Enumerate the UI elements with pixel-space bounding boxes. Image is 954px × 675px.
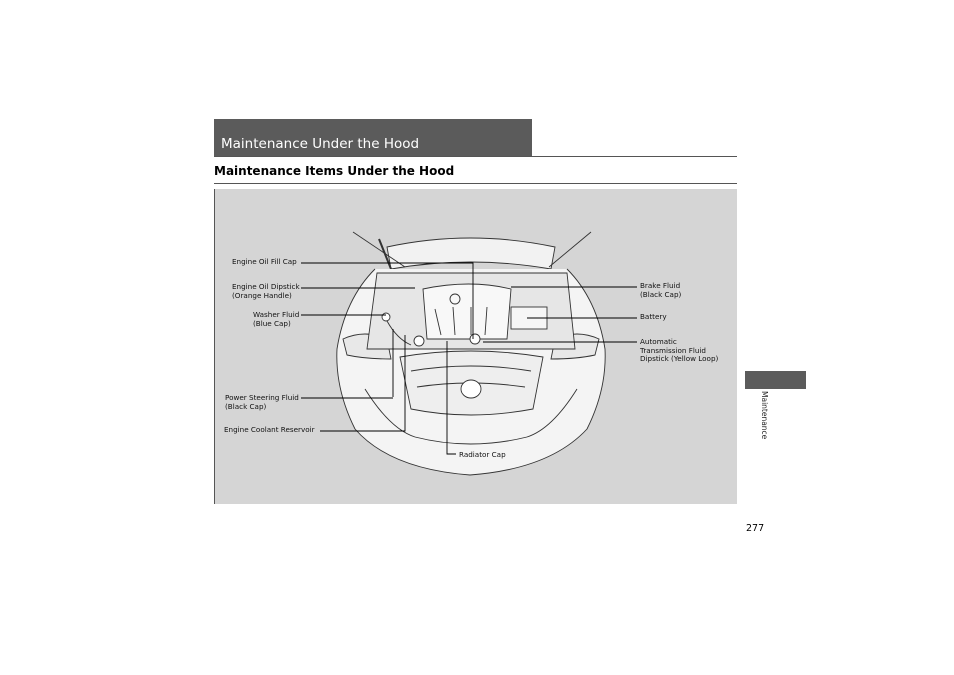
callout-engine-oil-dipstick: Engine Oil Dipstick (Orange Handle) [232,282,300,300]
chapter-tab [745,371,806,389]
subsection-title: Maintenance Items Under the Hood [214,164,455,178]
page-number: 277 [746,523,765,534]
callout-washer-fluid: Washer Fluid (Blue Cap) [253,310,300,328]
callout-atf-dipstick: Automatic Transmission Fluid Dipstick (Yellow Loop) [640,337,719,364]
callout-radiator-cap: Radiator Cap [459,450,506,459]
callout-engine-coolant-reservoir: Engine Coolant Reservoir [224,425,315,434]
callout-brake-fluid: Brake Fluid (Black Cap) [640,281,682,299]
chapter-label: Maintenance [760,391,769,440]
subsection-rule [214,183,737,184]
callout-engine-oil-fill-cap: Engine Oil Fill Cap [232,257,297,266]
section-title-banner [214,119,532,156]
callout-battery: Battery [640,312,667,321]
callout-power-steering-fluid: Power Steering Fluid (Black Cap) [225,393,299,411]
engine-bay-figure [214,189,737,504]
section-title: Maintenance Under the Hood [221,136,420,152]
section-rule [214,156,737,157]
